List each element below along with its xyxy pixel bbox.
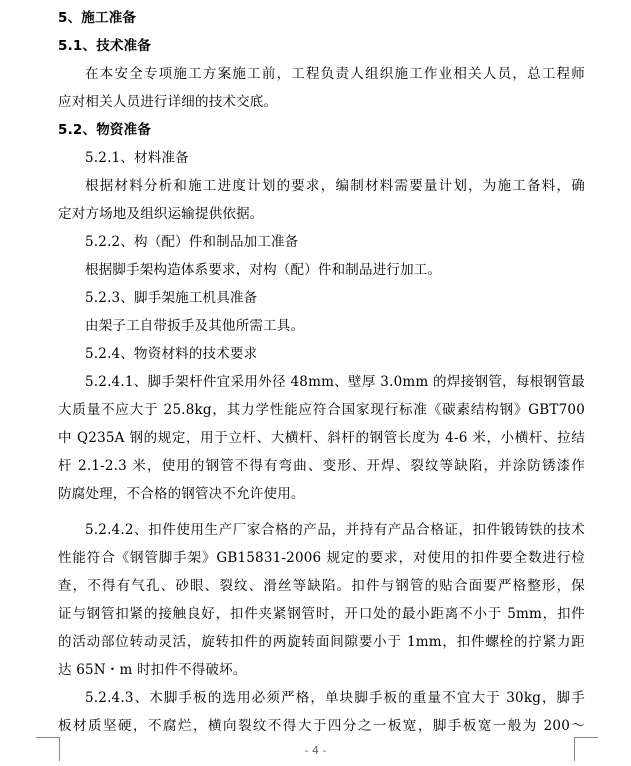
heading-section-5-2: 5.2、物资准备 — [58, 122, 152, 138]
subheading-5-2-2: 5.2.2、构（配）件和制品加工准备 — [85, 234, 299, 250]
crop-mark-left-horizontal — [36, 737, 60, 738]
crop-mark-right-horizontal — [574, 737, 598, 738]
document-body — [58, 4, 585, 740]
paragraph-line: 在本安全专项施工方案施工前，工程负责人组织施工作业相关人员，总工程师 — [85, 66, 585, 82]
paragraph-gap — [58, 508, 585, 516]
paragraph-line: 定对方场地及组织运输提供依据。 — [58, 206, 264, 222]
subheading-5-2-4: 5.2.4、物资材料的技术要求 — [85, 346, 258, 362]
paragraph-line: 性能符合《钢管脚手架》GB15831-2006 规定的要求，对使用的扣件要全数进行检 — [58, 550, 585, 566]
paragraph-line: 查，不得有气孔、砂眼、裂纹、滑丝等缺陷。扣件与钢管的贴合面要严格整形，保 — [58, 578, 585, 594]
paragraph-line: 证与钢管扣紧的接触良好，扣件夹紧钢管时，开口处的最小距离不小于 5mm，扣件 — [58, 606, 585, 622]
paragraph-line: 杆 2.1-2.3 米，使用的钢管不得有弯曲、变形、开焊、裂纹等缺陷，并涂防锈漆作 — [58, 458, 585, 474]
heading-section-5: 5、施工准备 — [58, 10, 137, 26]
subheading-5-2-3: 5.2.3、脚手架施工机具准备 — [85, 290, 258, 306]
subheading-5-2-1: 5.2.1、材料准备 — [85, 150, 189, 166]
paragraph-line: 大质量不应大于 25.8kg，其力学性能应符合国家现行标准《碳素结构钢》GBT700 — [58, 402, 585, 418]
paragraph-line: 应对相关人员进行详细的技术交底。 — [58, 94, 278, 110]
heading-section-5-1: 5.1、技术准备 — [58, 38, 152, 54]
paragraph-line: 根据脚手架构造体系要求，对构（配）件和制品进行加工。 — [85, 262, 442, 278]
paragraph-line: 防腐处理，不合格的钢管决不允许使用。 — [58, 486, 305, 502]
paragraph-line: 5.2.4.3、木脚手板的选用必须严格，单块脚手板的重量不宜大于 30kg，脚手 — [85, 690, 585, 706]
paragraph-line: 达 65N・m 时扣件不得破坏。 — [58, 662, 247, 678]
paragraph-line: 5.2.4.2、扣件使用生产厂家合格的产品，并持有产品合格证，扣件锻铸铁的技术 — [85, 522, 585, 538]
paragraph-line: 板材质坚硬，不腐烂，横向裂纹不得大于四分之一板宽，脚手板宽一般为 200～ — [58, 718, 585, 734]
paragraph-line: 5.2.4.1、脚手架杆件宜采用外径 48mm、壁厚 3.0mm 的焊接钢管，每根钢管最 — [85, 374, 585, 390]
page-number: - 4 - — [304, 744, 327, 757]
paragraph-line: 根据材料分析和施工进度计划的要求，编制材料需要量计划，为施工备料，确 — [85, 178, 585, 194]
paragraph-line: 中 Q235A 钢的规定，用于立杆、大横杆、斜杆的钢管长度为 4-6 米，小横杆、拉结 — [58, 430, 585, 446]
paragraph-line: 的活动部位转动灵活，旋转扣件的两旋转面间隙要小于 1mm，扣件螺栓的拧紧力距 — [58, 634, 585, 650]
paragraph-line: 由架子工自带扳手及其他所需工具。 — [85, 318, 305, 334]
